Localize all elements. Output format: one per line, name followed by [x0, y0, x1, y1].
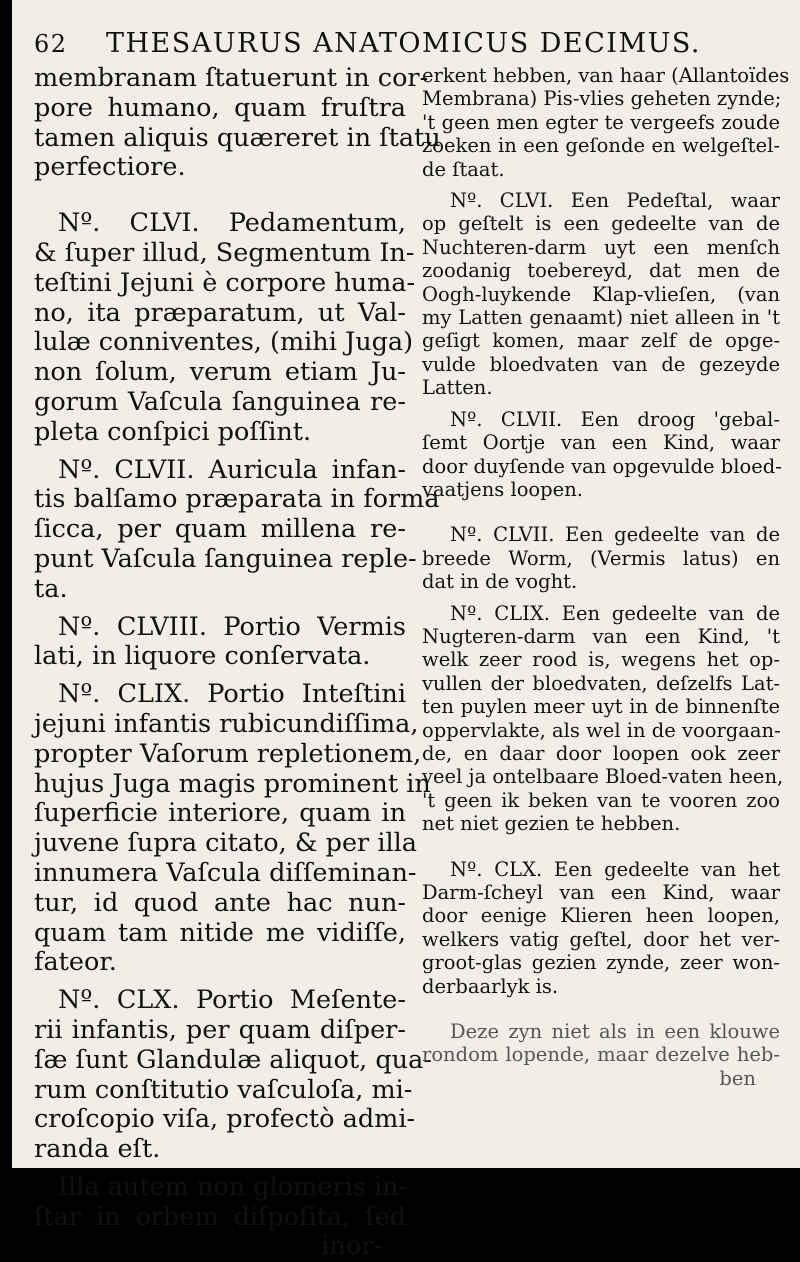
text-line: zoeken in een geſonde en welgeſtel- [422, 134, 780, 158]
text-line: no, ita præparatum, ut Val- [34, 297, 406, 328]
text-line: pore humano, quam fruſtra [34, 92, 406, 123]
text-line: my Latten genaamt) niet alleen in 't [422, 306, 780, 330]
paragraph-gap [34, 183, 406, 209]
text-line: 't geen ik beken van te vooren zoo [422, 788, 780, 812]
text-line: welkers vatig geſtel, door het ver- [422, 927, 780, 951]
text-line: door duyſende van opgevulde bloed- [422, 454, 782, 478]
text-line: welk zeer rood is, wegens het op- [422, 648, 780, 672]
dutch-column [422, 64, 790, 1090]
text-line: rii infantis, per quam diſper- [34, 1014, 406, 1045]
text-line: randa eſt. [34, 1134, 161, 1165]
text-line: propter Vaſorum repletionem, [34, 738, 422, 769]
text-line: innumera Vaſcula diſſeminan- [34, 857, 417, 888]
text-line: Nº. CLVII. Een gedeelte van de [450, 523, 780, 547]
paragraph-p4 [34, 679, 431, 978]
text-line: perfectiore. [34, 152, 186, 183]
text-line: Nº. CLIX. Een gedeelte van de [450, 601, 780, 625]
text-line: door eenige Klieren heen loopen, [422, 904, 780, 928]
paragraph-q0 [422, 64, 790, 181]
text-line: dat in de voght. [422, 570, 578, 594]
paragraph-p3 [34, 613, 406, 673]
paragraph-gap [422, 400, 780, 408]
text-line: Nº. CLVII. Auricula infan- [58, 454, 406, 485]
text-line: Deze zyn niet als in een klouwe [450, 1020, 780, 1044]
text-line: Nº. CLX. Een gedeelte van het [450, 857, 780, 881]
paragraph-q5 [422, 858, 780, 998]
book-page [12, 0, 800, 1262]
text-line: rondom lopende, maar dezelve heb- [422, 1043, 780, 1067]
paragraph-gap [422, 836, 780, 858]
text-line: jejuni infantis rubicundiſſima, [34, 708, 419, 739]
text-line: Membrana) Pis-vlies geheten zynde; [422, 87, 782, 111]
paragraph-p1 [34, 208, 416, 447]
text-line: ſicca, per quam millena re- [34, 514, 406, 545]
paragraph-gap [422, 594, 780, 602]
text-line: vullen der bloedvaten, deſzelfs Lat- [422, 671, 780, 695]
text-line: Nº. CLVI. Een Pedeſtal, waar [450, 189, 780, 213]
text-line: breede Worm, (Vermis latus) en [422, 546, 780, 570]
paragraph-q4 [422, 601, 784, 836]
text-line: teſtini Jejuni è corpore huma- [34, 267, 416, 298]
paragraph-q2 [422, 408, 780, 502]
paragraph-q6 [422, 1020, 780, 1090]
text-line: lati, in liquore conſervata. [34, 641, 371, 672]
running-header [34, 28, 774, 59]
text-line: hujus Juga magis prominent in [34, 768, 431, 799]
paragraph-q1 [422, 189, 780, 400]
text-line: ta. [34, 573, 68, 604]
text-line: Nº. CLVI. Pedamentum, [58, 208, 406, 239]
page-number: 62 [34, 30, 68, 58]
text-line: lulæ conniventes, (mihi Juga) [34, 327, 414, 358]
text-line: groot-glas gezien zynde, zeer won- [422, 951, 780, 975]
text-line: Nº. CLX. Portio Meſente- [58, 985, 406, 1016]
text-line: Nº. CLIX. Portio Inteſtini [58, 679, 406, 710]
text-line: Illa autem non glomeris in- [58, 1171, 408, 1202]
text-line: gorum Vaſcula ſanguinea re- [34, 386, 406, 417]
text-line: net niet gezien te hebben. [422, 812, 681, 836]
text-line: ben [719, 1066, 756, 1090]
text-line: erkent hebben, van haar (Allantoïdes [422, 64, 790, 87]
paragraph-p2 [34, 454, 440, 605]
text-line: oppervlakte, als wel in de voorgaan- [422, 718, 781, 742]
text-line: tur, id quod ante hac nun- [34, 887, 406, 918]
text-line: non ſolum, verum etiam Ju- [34, 357, 406, 388]
text-line: geſigt komen, maar zelf de opge- [422, 329, 780, 353]
text-line: 't geen men egter te vergeefs zoude [422, 110, 780, 134]
paragraph-p5 [34, 985, 432, 1165]
text-line: veel ja ontelbaare Bloed-vaten heen, [422, 765, 784, 789]
text-line: inor- [321, 1231, 382, 1262]
text-line: vulde bloedvaten van de gezeyde [422, 352, 780, 376]
text-line: pleta conſpici poſſint. [34, 416, 312, 447]
text-line: Nuchteren-darm uyt een menſch [422, 235, 780, 259]
paragraph-gap [422, 181, 780, 189]
text-line: Nº. CLVII. Een droog 'gebal- [450, 407, 780, 431]
text-line: punt Vaſcula ſanguinea reple- [34, 543, 417, 574]
text-line: de, en daar door loopen ook zeer [422, 741, 780, 765]
paragraph-p0 [34, 63, 441, 183]
text-line: ten puylen meer uyt in de binnenſte [422, 695, 780, 719]
text-line: ſæ ſunt Glandulæ aliquot, qua- [34, 1044, 432, 1075]
paragraph-p6 [34, 1173, 406, 1262]
text-line: membranam ſtatuerunt in cor- [34, 63, 429, 93]
text-line: croſcopio viſa, profectò admi- [34, 1104, 416, 1135]
text-line: rum conſtitutio vaſculoſa, mi- [34, 1074, 413, 1105]
latin-column [34, 63, 441, 1262]
text-line: ſtar in orbem diſpoſita, ſed [34, 1201, 406, 1232]
text-line: juvene ſupra citato, & per illa [34, 828, 418, 859]
paragraph-gap [422, 501, 780, 523]
text-line: Darm-ſcheyl van een Kind, waar [422, 881, 780, 904]
text-line: fateor. [34, 947, 117, 978]
text-line: ſuperficie interiore, quam in [34, 798, 406, 829]
text-line: & ſuper illud, Segmentum In- [34, 237, 415, 268]
running-title: THESAURUS ANATOMICUS DECIMUS. [106, 28, 701, 59]
text-line: Nº. CLVIII. Portio Vermis [58, 611, 406, 642]
text-line: tamen aliquis quæreret in ſtatu [34, 122, 441, 153]
text-line: Latten. [422, 376, 493, 400]
text-line: derbaarlyk is. [422, 974, 559, 998]
text-line: ſemt Oortje van een Kind, waar [422, 431, 780, 455]
paragraph-gap [422, 998, 780, 1020]
text-line: vaatjens loopen. [422, 477, 583, 501]
text-line: Oogh-luykende Klap-vlieſen, (van [422, 282, 780, 306]
text-line: de ſtaat. [422, 157, 505, 181]
text-line: tis balſamo præparata in forma [34, 484, 440, 515]
text-line: quam tam nitide me vidiſſe, [34, 917, 406, 948]
text-line: Nugteren-darm van een Kind, 't [422, 624, 780, 648]
text-line: op geſtelt is een gedeelte van de [422, 212, 780, 236]
paragraph-q3 [422, 523, 780, 593]
text-line: zoodanig toebereyd, dat men de [422, 259, 780, 283]
